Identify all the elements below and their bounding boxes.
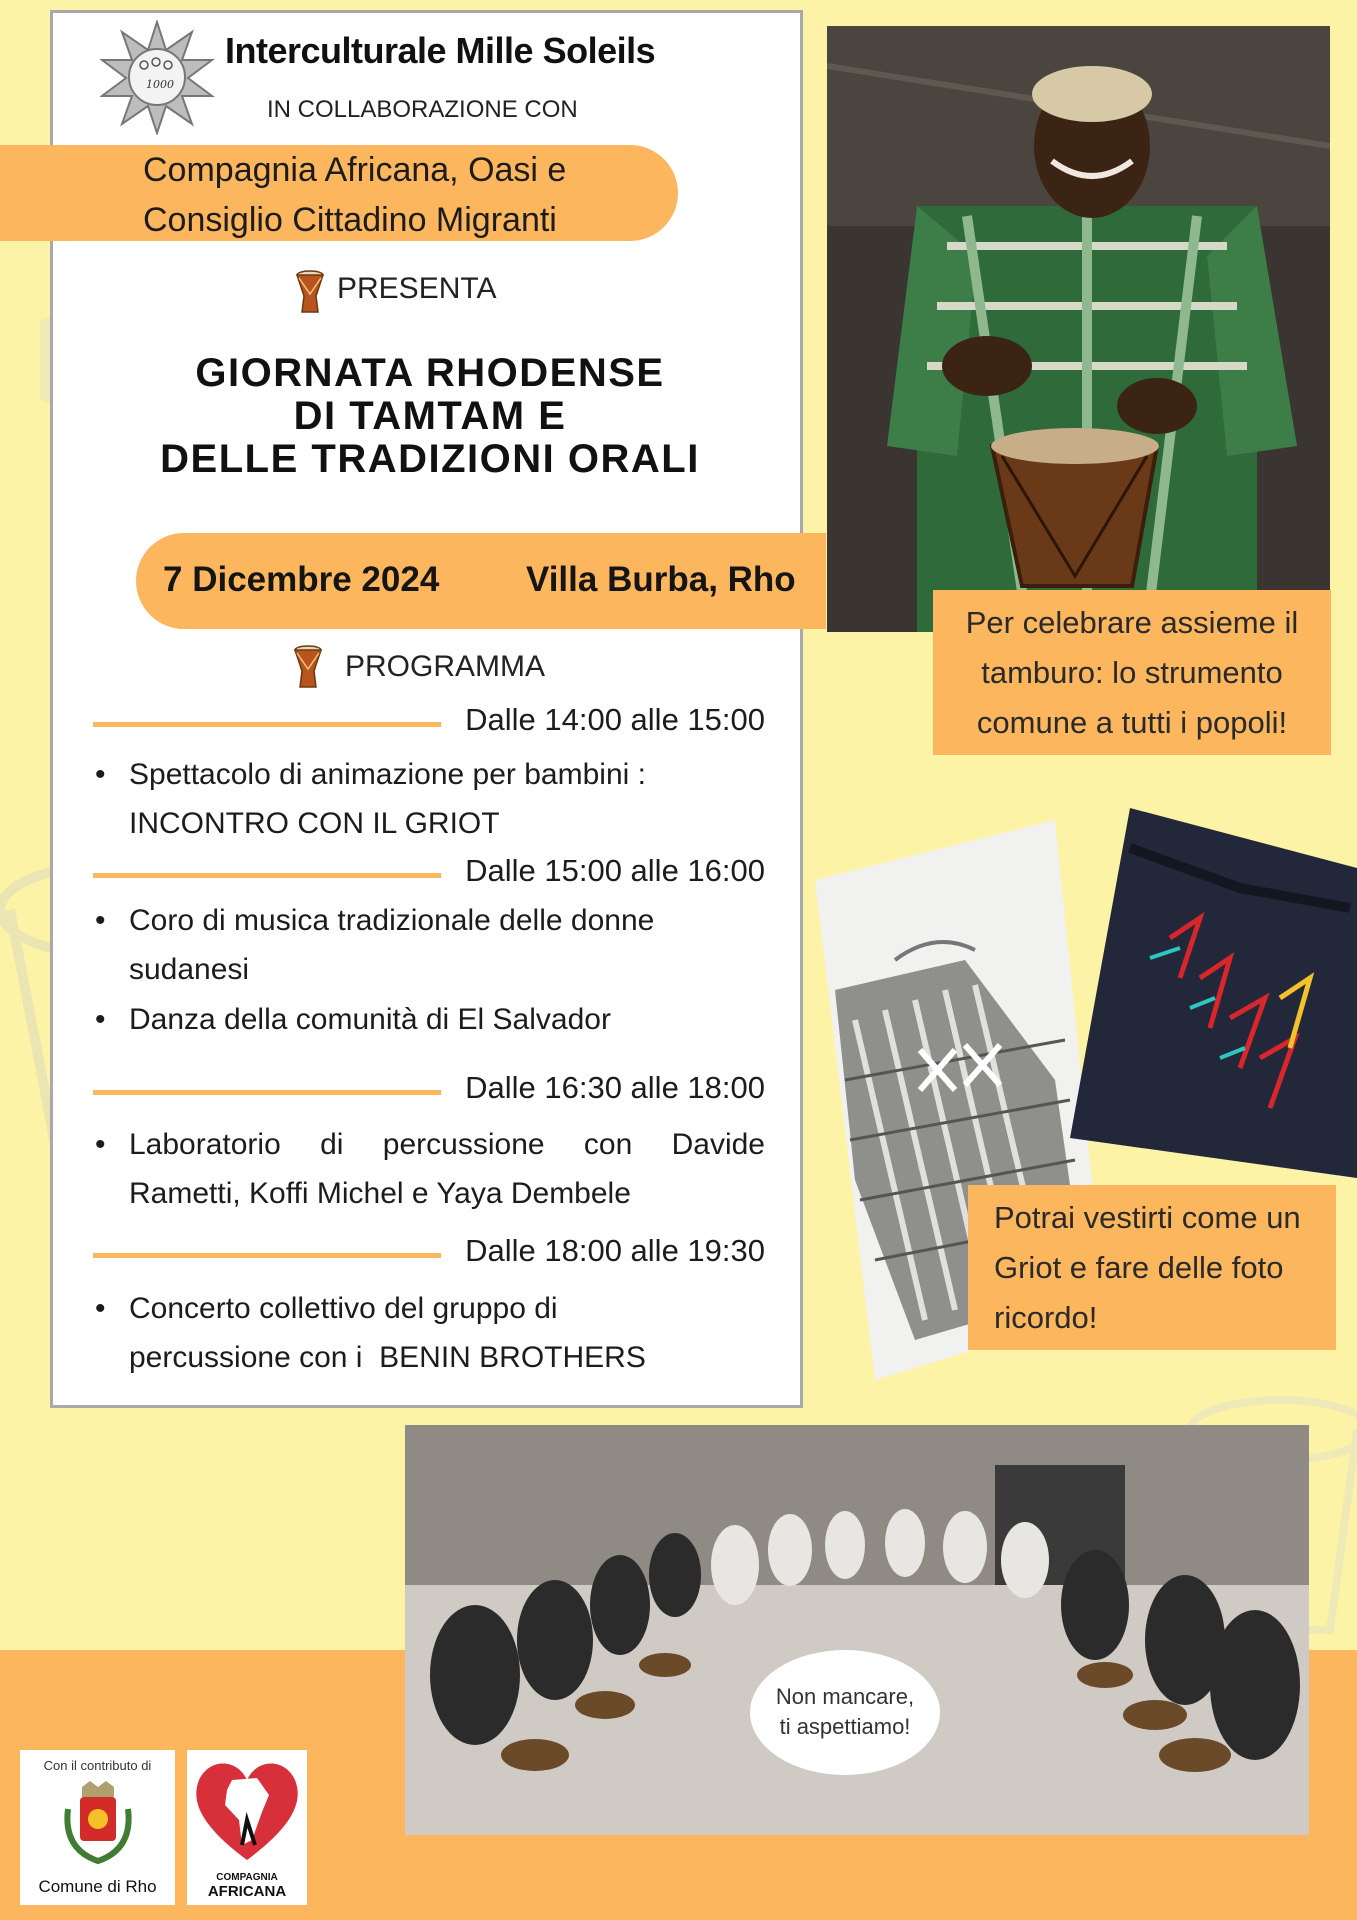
contributo-label: Con il contributo di	[43, 1758, 152, 1773]
program-item-line: INCONTRO CON IL GRIOT	[129, 807, 500, 840]
compagnia-africana-badge	[187, 1750, 307, 1905]
logo-number: 1000	[146, 78, 174, 91]
program-item	[95, 1120, 765, 1218]
drum-caption-line: Per celebrare assieme il	[965, 605, 1299, 640]
program-item	[95, 750, 765, 848]
drum-caption-line: comune a tutti i popoli!	[976, 705, 1288, 740]
event-title-line-3: DELLE TRADIZIONI ORALI	[160, 437, 700, 481]
djembe-icon	[295, 270, 325, 314]
speech-bubble	[750, 1650, 940, 1775]
presenta-label: PRESENTA	[337, 272, 497, 305]
program-item-line: Rametti, Koffi Michel e Yaya Dembele	[129, 1177, 631, 1210]
program-item	[95, 1284, 765, 1382]
griot-caption	[968, 1185, 1336, 1350]
djembe-icon	[293, 645, 323, 689]
comune-name: Comune di Rho	[38, 1877, 157, 1896]
drum-caption	[933, 590, 1331, 755]
event-title-line-1: GIORNATA RHODENSE	[195, 351, 665, 395]
mille-soleils-logo	[100, 20, 215, 135]
time-slot-divider	[93, 722, 441, 727]
event-date: 7 Dicembre 2024	[163, 560, 440, 599]
program-item-line: percussione con i BENIN BROTHERS	[129, 1341, 646, 1374]
event-title	[60, 352, 800, 481]
heart-africa-icon	[187, 1750, 307, 1870]
compagnia-name-line-1: COMPAGNIA	[216, 1872, 278, 1883]
speech-bubble-line: ti aspettiamo!	[779, 1714, 911, 1739]
program-item-line: • Coro di musica tradizionale delle donne	[129, 904, 655, 937]
collaboration-label: IN COLLABORAZIONE CON	[267, 96, 578, 123]
program-item	[95, 995, 765, 1044]
program-item	[95, 896, 765, 994]
time-slot-label: Dalle 14:00 alle 15:00	[465, 702, 765, 737]
event-title-line-2: DI TAMTAM E	[293, 394, 567, 438]
partners-line-2: Consiglio Cittadino Migranti	[143, 201, 557, 239]
compagnia-africana-name	[187, 1871, 307, 1899]
time-slot-label: Dalle 16:30 alle 18:00	[465, 1070, 765, 1105]
rho-coat-of-arms-icon	[58, 1779, 138, 1864]
event-place: Villa Burba, Rho	[526, 560, 796, 599]
time-slot-label: Dalle 18:00 alle 19:30	[465, 1233, 765, 1268]
date-place-banner	[136, 533, 826, 629]
program-heading: PROGRAMMA	[345, 650, 546, 683]
program-item-line: • Spettacolo di animazione per bambini :	[129, 758, 646, 791]
drummer-photo	[827, 26, 1330, 632]
compagnia-name-line-2: AFRICANA	[207, 1883, 287, 1900]
program-item-line: • Danza della comunità di El Salvador	[129, 1003, 611, 1036]
time-slot-label: Dalle 15:00 alle 16:00	[465, 853, 765, 888]
time-slot-divider	[93, 873, 441, 878]
griot-caption-line: ricordo!	[994, 1300, 1098, 1335]
partners-banner	[0, 145, 678, 241]
time-slot-divider	[93, 1090, 441, 1095]
partners-line-1: Compagnia Africana, Oasi e	[143, 151, 567, 189]
drum-caption-line: tamburo: lo strumento	[981, 655, 1283, 690]
comune-di-rho-badge	[20, 1750, 175, 1905]
program-item-line: • Concerto collettivo del gruppo di	[129, 1292, 558, 1325]
program-item-line: sudanesi	[129, 953, 250, 986]
organizer-name: Interculturale Mille Soleils	[225, 30, 656, 71]
griot-caption-line: Griot e fare delle foto	[994, 1250, 1284, 1285]
griot-caption-line: Potrai vestirti come un	[994, 1200, 1301, 1235]
speech-bubble-line: Non mancare,	[775, 1684, 915, 1709]
program-item-line: • Laboratorio di percussione con Davide	[129, 1128, 765, 1161]
time-slot-divider	[93, 1253, 441, 1258]
griot-shirt-photo-2	[1070, 808, 1357, 1178]
